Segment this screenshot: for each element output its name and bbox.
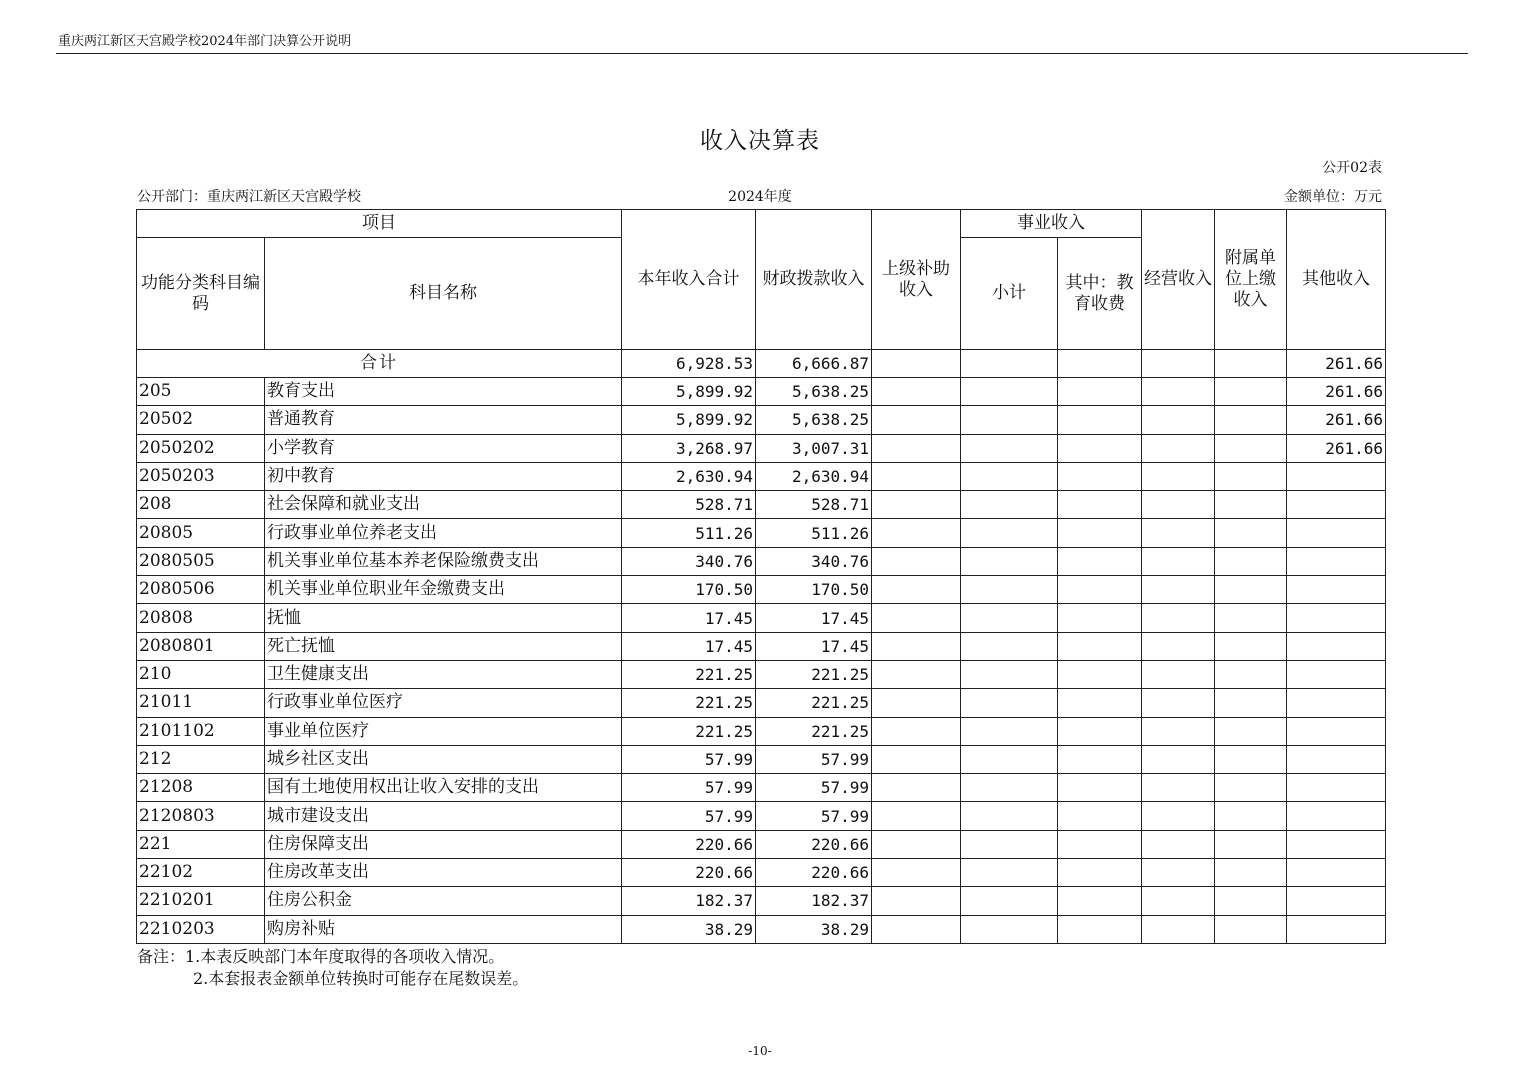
cell-name: 社会保障和就业支出 (265, 491, 622, 519)
cell-subtotal (961, 378, 1058, 406)
cell-other (1287, 745, 1386, 773)
cell-code: 2120803 (137, 802, 265, 830)
cell-name: 抚恤 (265, 604, 622, 632)
table-row (137, 802, 1386, 830)
cell-edu-fee (1058, 406, 1142, 434)
table-row (137, 576, 1386, 604)
cell-name: 购房补贴 (265, 915, 622, 943)
header-operating-income: 经营收入 (1142, 210, 1215, 350)
cell-superior-subsidy (872, 689, 961, 717)
cell-operating (1142, 915, 1215, 943)
cell-code: 2210201 (137, 887, 265, 915)
cell-code: 205 (137, 378, 265, 406)
cell-name: 城乡社区支出 (265, 745, 622, 773)
cell-code: 2210203 (137, 915, 265, 943)
cell-edu-fee (1058, 717, 1142, 745)
cell-fiscal: 57.99 (756, 802, 872, 830)
cell-edu-fee (1058, 887, 1142, 915)
cell-total-income: 38.29 (622, 915, 756, 943)
cell-other: 261.66 (1287, 378, 1386, 406)
cell-total-income: 5,899.92 (622, 406, 756, 434)
cell-total-income: 220.66 (622, 830, 756, 858)
total-affiliated-cell (1215, 350, 1287, 378)
cell-total-income: 57.99 (622, 802, 756, 830)
cell-code: 2080801 (137, 632, 265, 660)
cell-name: 机关事业单位职业年金缴费支出 (265, 576, 622, 604)
cell-operating (1142, 887, 1215, 915)
cell-other (1287, 887, 1386, 915)
cell-other: 261.66 (1287, 434, 1386, 462)
cell-total-income: 17.45 (622, 632, 756, 660)
table-row (137, 887, 1386, 915)
cell-code: 210 (137, 660, 265, 688)
cell-operating (1142, 406, 1215, 434)
cell-operating (1142, 378, 1215, 406)
cell-code: 20808 (137, 604, 265, 632)
table-row (137, 717, 1386, 745)
cell-edu-fee (1058, 689, 1142, 717)
cell-superior-subsidy (872, 604, 961, 632)
cell-affiliated (1215, 462, 1287, 490)
cell-operating (1142, 604, 1215, 632)
table-notes (137, 946, 528, 990)
cell-code: 21208 (137, 774, 265, 802)
header-education-fee: 其中：教育收费 (1058, 238, 1142, 350)
cell-subtotal (961, 717, 1058, 745)
cell-affiliated (1215, 915, 1287, 943)
cell-other (1287, 859, 1386, 887)
cell-total-income: 511.26 (622, 519, 756, 547)
cell-affiliated (1215, 859, 1287, 887)
page-number: -10- (748, 1044, 772, 1058)
cell-subtotal (961, 660, 1058, 688)
cell-subtotal (961, 859, 1058, 887)
cell-fiscal: 2,630.94 (756, 462, 872, 490)
cell-code: 21011 (137, 689, 265, 717)
header-function-code: 功能分类科目编码 (137, 238, 265, 350)
header-business-income: 事业收入 (961, 210, 1142, 238)
cell-subtotal (961, 689, 1058, 717)
cell-superior-subsidy (872, 462, 961, 490)
cell-superior-subsidy (872, 915, 961, 943)
cell-affiliated (1215, 491, 1287, 519)
table-row (137, 915, 1386, 943)
cell-total-income: 182.37 (622, 887, 756, 915)
cell-name: 死亡抚恤 (265, 632, 622, 660)
table-row (137, 406, 1386, 434)
cell-fiscal: 221.25 (756, 660, 872, 688)
table-row (137, 604, 1386, 632)
cell-name: 卫生健康支出 (265, 660, 622, 688)
cell-other: 261.66 (1287, 406, 1386, 434)
cell-total-income: 221.25 (622, 660, 756, 688)
cell-edu-fee (1058, 915, 1142, 943)
cell-superior-subsidy (872, 745, 961, 773)
cell-operating (1142, 632, 1215, 660)
cell-edu-fee (1058, 745, 1142, 773)
cell-total-income: 221.25 (622, 717, 756, 745)
form-code: 公开02表 (1322, 160, 1382, 176)
header-superior-subsidy: 上级补助收入 (872, 210, 961, 350)
cell-name: 住房公积金 (265, 887, 622, 915)
cell-total-income: 528.71 (622, 491, 756, 519)
header-subject-name: 科目名称 (265, 238, 622, 350)
cell-fiscal: 170.50 (756, 576, 872, 604)
cell-superior-subsidy (872, 887, 961, 915)
cell-name: 住房保障支出 (265, 830, 622, 858)
cell-subtotal (961, 604, 1058, 632)
header-divider (56, 53, 1468, 54)
cell-operating (1142, 745, 1215, 773)
cell-fiscal: 220.66 (756, 859, 872, 887)
cell-superior-subsidy (872, 378, 961, 406)
cell-name: 初中教育 (265, 462, 622, 490)
total-row (137, 350, 1386, 378)
cell-other (1287, 519, 1386, 547)
cell-total-income: 221.25 (622, 689, 756, 717)
cell-subtotal (961, 774, 1058, 802)
cell-other (1287, 830, 1386, 858)
table-row (137, 830, 1386, 858)
header-total-income: 本年收入合计 (622, 210, 756, 350)
cell-code: 20805 (137, 519, 265, 547)
cell-affiliated (1215, 547, 1287, 575)
cell-operating (1142, 830, 1215, 858)
cell-operating (1142, 859, 1215, 887)
cell-edu-fee (1058, 434, 1142, 462)
cell-edu-fee (1058, 859, 1142, 887)
table-row (137, 519, 1386, 547)
cell-name: 教育支出 (265, 378, 622, 406)
cell-superior-subsidy (872, 547, 961, 575)
cell-edu-fee (1058, 576, 1142, 604)
note-line-2: 2.本套报表金额单位转换时可能存在尾数误差。 (193, 969, 529, 988)
cell-operating (1142, 462, 1215, 490)
cell-total-income: 170.50 (622, 576, 756, 604)
cell-superior-subsidy (872, 802, 961, 830)
cell-affiliated (1215, 802, 1287, 830)
table-row (137, 378, 1386, 406)
header-affiliated-income: 附属单位上缴收入 (1215, 210, 1287, 350)
cell-subtotal (961, 462, 1058, 490)
cell-total-income: 57.99 (622, 745, 756, 773)
note-line-1: 备注：1.本表反映部门本年度取得的各项收入情况。 (137, 947, 505, 966)
cell-affiliated (1215, 576, 1287, 604)
table-row (137, 632, 1386, 660)
cell-name: 住房改革支出 (265, 859, 622, 887)
table-row (137, 547, 1386, 575)
cell-edu-fee (1058, 802, 1142, 830)
cell-other (1287, 774, 1386, 802)
total-subtotal-cell (961, 350, 1058, 378)
cell-fiscal: 5,638.25 (756, 378, 872, 406)
cell-affiliated (1215, 745, 1287, 773)
cell-name: 行政事业单位养老支出 (265, 519, 622, 547)
cell-subtotal (961, 830, 1058, 858)
cell-subtotal (961, 915, 1058, 943)
total-income-cell: 6,928.53 (622, 350, 756, 378)
cell-subtotal (961, 434, 1058, 462)
cell-total-income: 340.76 (622, 547, 756, 575)
cell-superior-subsidy (872, 491, 961, 519)
cell-superior-subsidy (872, 859, 961, 887)
cell-edu-fee (1058, 547, 1142, 575)
cell-fiscal: 340.76 (756, 547, 872, 575)
table-row (137, 689, 1386, 717)
cell-superior-subsidy (872, 576, 961, 604)
table-row (137, 462, 1386, 490)
cell-other (1287, 576, 1386, 604)
cell-superior-subsidy (872, 632, 961, 660)
table-row (137, 434, 1386, 462)
cell-fiscal: 17.45 (756, 604, 872, 632)
cell-subtotal (961, 576, 1058, 604)
cell-fiscal: 221.25 (756, 689, 872, 717)
cell-other (1287, 604, 1386, 632)
cell-code: 20502 (137, 406, 265, 434)
cell-superior-subsidy (872, 717, 961, 745)
cell-affiliated (1215, 689, 1287, 717)
cell-code: 208 (137, 491, 265, 519)
cell-fiscal: 5,638.25 (756, 406, 872, 434)
cell-code: 2050203 (137, 462, 265, 490)
cell-superior-subsidy (872, 830, 961, 858)
cell-name: 事业单位医疗 (265, 717, 622, 745)
cell-name: 小学教育 (265, 434, 622, 462)
cell-fiscal: 528.71 (756, 491, 872, 519)
cell-affiliated (1215, 830, 1287, 858)
cell-total-income: 3,268.97 (622, 434, 756, 462)
cell-operating (1142, 802, 1215, 830)
header-project: 项目 (137, 210, 622, 238)
cell-other (1287, 632, 1386, 660)
cell-code: 2080506 (137, 576, 265, 604)
cell-name: 城市建设支出 (265, 802, 622, 830)
total-label: 合计 (137, 350, 622, 378)
cell-subtotal (961, 547, 1058, 575)
cell-operating (1142, 774, 1215, 802)
cell-operating (1142, 547, 1215, 575)
cell-affiliated (1215, 406, 1287, 434)
income-report-table (136, 209, 1386, 944)
total-operating-cell (1142, 350, 1215, 378)
total-edu-fee-cell (1058, 350, 1142, 378)
table-row (137, 491, 1386, 519)
table-row (137, 745, 1386, 773)
cell-edu-fee (1058, 830, 1142, 858)
department-label: 公开部门：重庆两江新区天宫殿学校 (137, 189, 361, 205)
cell-total-income: 57.99 (622, 774, 756, 802)
cell-fiscal: 182.37 (756, 887, 872, 915)
cell-code: 2050202 (137, 434, 265, 462)
cell-edu-fee (1058, 774, 1142, 802)
cell-fiscal: 38.29 (756, 915, 872, 943)
amount-unit: 金额单位：万元 (1284, 189, 1382, 205)
cell-subtotal (961, 406, 1058, 434)
cell-affiliated (1215, 717, 1287, 745)
cell-operating (1142, 689, 1215, 717)
cell-fiscal: 17.45 (756, 632, 872, 660)
cell-superior-subsidy (872, 519, 961, 547)
cell-affiliated (1215, 632, 1287, 660)
cell-subtotal (961, 491, 1058, 519)
table-row (137, 859, 1386, 887)
cell-edu-fee (1058, 604, 1142, 632)
cell-operating (1142, 576, 1215, 604)
cell-name: 普通教育 (265, 406, 622, 434)
header-fiscal-income: 财政拨款收入 (756, 210, 872, 350)
cell-other (1287, 462, 1386, 490)
cell-other (1287, 689, 1386, 717)
cell-fiscal: 511.26 (756, 519, 872, 547)
total-fiscal-cell: 6,666.87 (756, 350, 872, 378)
cell-code: 22102 (137, 859, 265, 887)
cell-name: 机关事业单位基本养老保险缴费支出 (265, 547, 622, 575)
cell-total-income: 2,630.94 (622, 462, 756, 490)
cell-subtotal (961, 745, 1058, 773)
cell-code: 2080505 (137, 547, 265, 575)
cell-edu-fee (1058, 462, 1142, 490)
total-superior-cell (872, 350, 961, 378)
cell-superior-subsidy (872, 774, 961, 802)
cell-fiscal: 221.25 (756, 717, 872, 745)
cell-fiscal: 220.66 (756, 830, 872, 858)
cell-operating (1142, 491, 1215, 519)
cell-affiliated (1215, 434, 1287, 462)
cell-total-income: 5,899.92 (622, 378, 756, 406)
cell-operating (1142, 519, 1215, 547)
cell-edu-fee (1058, 378, 1142, 406)
cell-total-income: 220.66 (622, 859, 756, 887)
cell-code: 2101102 (137, 717, 265, 745)
cell-superior-subsidy (872, 406, 961, 434)
table-row (137, 774, 1386, 802)
cell-edu-fee (1058, 491, 1142, 519)
total-other-cell: 261.66 (1287, 350, 1386, 378)
cell-subtotal (961, 632, 1058, 660)
header-other-income: 其他收入 (1287, 210, 1386, 350)
cell-name: 行政事业单位医疗 (265, 689, 622, 717)
cell-superior-subsidy (872, 434, 961, 462)
cell-other (1287, 660, 1386, 688)
cell-edu-fee (1058, 660, 1142, 688)
document-title: 收入决算表 (700, 128, 820, 154)
cell-operating (1142, 434, 1215, 462)
cell-affiliated (1215, 604, 1287, 632)
cell-operating (1142, 660, 1215, 688)
cell-fiscal: 3,007.31 (756, 434, 872, 462)
cell-other (1287, 547, 1386, 575)
cell-subtotal (961, 802, 1058, 830)
cell-operating (1142, 717, 1215, 745)
cell-edu-fee (1058, 519, 1142, 547)
table-row (137, 660, 1386, 688)
cell-other (1287, 491, 1386, 519)
cell-other (1287, 717, 1386, 745)
cell-edu-fee (1058, 632, 1142, 660)
cell-code: 221 (137, 830, 265, 858)
cell-subtotal (961, 887, 1058, 915)
cell-name: 国有土地使用权出让收入安排的支出 (265, 774, 622, 802)
cell-affiliated (1215, 519, 1287, 547)
cell-other (1287, 915, 1386, 943)
fiscal-year: 2024年度 (728, 189, 792, 205)
page-header-title: 重庆两江新区天宫殿学校2024年部门决算公开说明 (58, 34, 352, 49)
cell-fiscal: 57.99 (756, 774, 872, 802)
cell-affiliated (1215, 660, 1287, 688)
cell-affiliated (1215, 887, 1287, 915)
cell-affiliated (1215, 378, 1287, 406)
cell-subtotal (961, 519, 1058, 547)
header-business-subtotal: 小计 (961, 238, 1058, 350)
cell-fiscal: 57.99 (756, 745, 872, 773)
cell-other (1287, 802, 1386, 830)
cell-total-income: 17.45 (622, 604, 756, 632)
cell-affiliated (1215, 774, 1287, 802)
cell-superior-subsidy (872, 660, 961, 688)
cell-code: 212 (137, 745, 265, 773)
